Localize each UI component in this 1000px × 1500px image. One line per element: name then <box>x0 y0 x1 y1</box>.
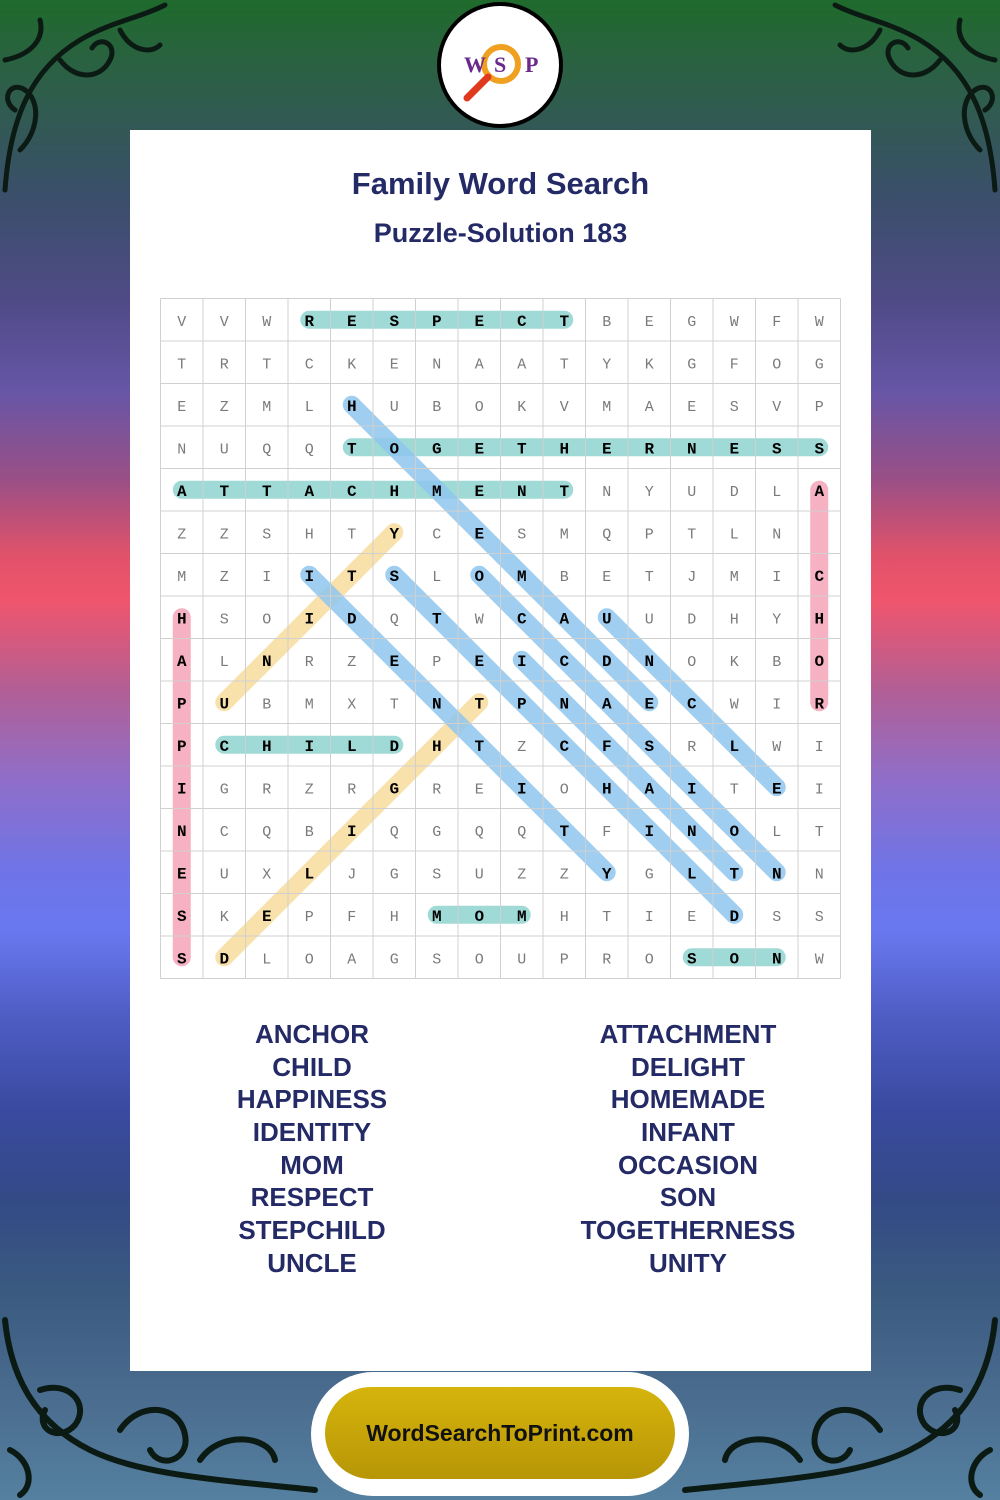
grid-letter: V <box>219 313 229 331</box>
grid-letter: B <box>262 696 272 714</box>
grid-letter: K <box>644 356 654 374</box>
grid-letter: V <box>559 398 569 416</box>
grid-letter: E <box>474 652 485 671</box>
grid-letter: B <box>772 653 782 671</box>
grid-letter: T <box>346 567 357 586</box>
grid-letter: M <box>602 398 612 416</box>
grid-letter: H <box>389 482 400 501</box>
grid-letter: C <box>559 652 570 671</box>
grid-letter: N <box>559 695 570 714</box>
grid-letter: Y <box>601 865 612 884</box>
grid-letter: A <box>176 482 187 501</box>
grid-letter: S <box>814 908 824 926</box>
grid-letter: U <box>687 483 697 501</box>
grid-letter: S <box>729 398 739 416</box>
grid-letter: N <box>177 441 187 459</box>
grid-letter: E <box>177 398 187 416</box>
grid-letter: M <box>729 568 739 586</box>
grid-letter: C <box>559 737 570 756</box>
grid-letter: Q <box>262 823 272 841</box>
grid-letter: R <box>644 440 655 459</box>
word-list-item: HOMEMADE <box>610 1084 766 1115</box>
grid-letter: T <box>346 440 357 459</box>
grid-letter: Z <box>177 526 187 544</box>
grid-letter: S <box>814 440 825 459</box>
grid-letter: G <box>687 356 697 374</box>
grid-letter: I <box>176 780 187 799</box>
grid-letter: Z <box>347 653 357 671</box>
grid-letter: W <box>814 951 824 969</box>
grid-letter: A <box>644 780 655 799</box>
grid-letter: H <box>814 610 825 629</box>
grid-letter: M <box>431 482 442 501</box>
grid-letter: P <box>516 695 527 714</box>
grid-letter: A <box>304 482 315 501</box>
grid-letter: N <box>431 695 442 714</box>
grid-letter: J <box>687 568 697 586</box>
logo-letter-w: W <box>464 52 486 77</box>
grid-letter: M <box>262 398 272 416</box>
grid-letter: L <box>304 865 315 884</box>
grid-letter: A <box>559 610 570 629</box>
grid-letter: E <box>474 525 485 544</box>
grid-letter: I <box>772 696 782 714</box>
grid-letter: O <box>687 653 697 671</box>
grid-letter: T <box>431 610 442 629</box>
grid-letter: P <box>432 653 442 671</box>
logo-letter-p: P <box>525 52 539 77</box>
word-list-item: IDENTITY <box>252 1117 372 1148</box>
grid-letter: Q <box>474 823 484 841</box>
grid-letter: N <box>644 652 655 671</box>
grid-letter: H <box>389 908 399 926</box>
grid-letter: T <box>644 568 654 586</box>
word-list-item: TOGETHERNESS <box>580 1215 796 1246</box>
word-list-item: INFANT <box>641 1117 735 1148</box>
grid-letter: Z <box>219 526 229 544</box>
grid-letter: C <box>219 823 229 841</box>
grid-letter: A <box>814 482 825 501</box>
grid-letter: A <box>517 356 527 374</box>
grid-letter: D <box>687 611 697 629</box>
grid-letter: P <box>644 526 654 544</box>
logo-letter-s: S <box>494 52 507 77</box>
grid-letter: L <box>262 951 272 969</box>
grid-letter: M <box>516 907 527 926</box>
grid-letter: I <box>262 568 272 586</box>
grid-letter: G <box>432 823 442 841</box>
grid-letter: P <box>559 951 569 969</box>
grid-letter: H <box>346 397 357 416</box>
grid-letter: T <box>559 356 569 374</box>
grid-letter: S <box>772 908 782 926</box>
grid-letter: I <box>304 567 315 586</box>
grid-letter: O <box>474 951 484 969</box>
grid-letter: L <box>432 568 442 586</box>
grid-letter: C <box>686 695 697 714</box>
grid-letter: G <box>644 866 654 884</box>
grid-letter: L <box>729 526 739 544</box>
grid-letter: M <box>516 567 527 586</box>
grid-letter: O <box>729 950 740 969</box>
grid-letter: R <box>219 356 229 374</box>
grid-letter: Z <box>219 568 229 586</box>
grid-letter: V <box>772 398 782 416</box>
grid-letter: E <box>687 398 697 416</box>
grid-letter: M <box>559 526 569 544</box>
grid-letter: N <box>772 526 782 544</box>
grid-letter: D <box>219 950 230 969</box>
grid-letter: F <box>602 823 612 841</box>
grid-letter: Q <box>262 441 272 459</box>
grid-letter: S <box>176 950 187 969</box>
grid-letter: T <box>219 482 230 501</box>
grid-letter: T <box>261 482 272 501</box>
grid-letter: I <box>686 780 697 799</box>
grid-letter: B <box>432 398 442 416</box>
grid-letter: H <box>729 611 739 629</box>
grid-letter: T <box>347 526 357 544</box>
grid-letter: T <box>474 695 485 714</box>
grid-letter: F <box>347 908 357 926</box>
grid-letter: K <box>729 653 739 671</box>
grid-letter: U <box>219 866 229 884</box>
grid-letter: T <box>602 908 612 926</box>
grid-letter: O <box>814 652 825 671</box>
grid-letter: K <box>347 356 357 374</box>
grid-letter: N <box>686 822 697 841</box>
grid-letter: I <box>304 610 315 629</box>
magnifier-icon <box>441 6 559 124</box>
grid-letter: C <box>219 737 230 756</box>
grid-letter: T <box>729 781 739 799</box>
grid-letter: R <box>432 781 442 799</box>
grid-letter: S <box>219 611 229 629</box>
grid-letter: P <box>176 695 187 714</box>
grid-letter: T <box>389 696 399 714</box>
grid-letter: E <box>474 312 485 331</box>
word-list-item: RESPECT <box>250 1182 374 1213</box>
grid-letter: P <box>304 908 314 926</box>
word-list-left <box>122 1018 502 1280</box>
grid-letter: H <box>261 737 272 756</box>
grid-letter: Z <box>517 738 527 756</box>
grid-letter: S <box>686 950 697 969</box>
grid-letter: A <box>644 398 654 416</box>
grid-letter: W <box>262 313 272 331</box>
grid-letter: R <box>304 653 314 671</box>
grid-letter: A <box>474 356 484 374</box>
grid-letter: T <box>262 356 272 374</box>
grid-letter: T <box>516 440 527 459</box>
grid-letter: P <box>431 312 442 331</box>
grid-letter: D <box>601 652 612 671</box>
grid-letter: G <box>389 866 399 884</box>
grid-letter: U <box>517 951 527 969</box>
grid-letter: U <box>219 441 229 459</box>
grid-letter: Y <box>644 483 654 501</box>
word-list-item: OCCASION <box>617 1149 759 1180</box>
word-list-item: UNITY <box>649 1247 727 1278</box>
grid-letter: D <box>729 483 739 501</box>
grid-letter: G <box>219 781 229 799</box>
grid-letter: H <box>304 526 314 544</box>
word-list-item: STEPCHILD <box>238 1215 386 1246</box>
grid-letter: S <box>644 737 655 756</box>
grid-letter: Q <box>602 526 612 544</box>
word-list-item: MOM <box>280 1149 344 1180</box>
grid-letter: I <box>644 908 654 926</box>
grid-letter: G <box>687 313 697 331</box>
grid-letter: S <box>389 567 400 586</box>
grid-letter: I <box>516 652 527 671</box>
grid-letter: E <box>602 568 612 586</box>
grid-letter: R <box>687 738 697 756</box>
grid-letter: M <box>431 907 442 926</box>
grid-letter: Q <box>389 611 399 629</box>
grid-letter: M <box>304 696 314 714</box>
grid-letter: M <box>177 568 187 586</box>
grid-letter: L <box>729 737 740 756</box>
grid-letter: S <box>432 951 442 969</box>
grid-letter: X <box>347 696 357 714</box>
word-list-item: CHILD <box>272 1051 352 1082</box>
word-list-item: ATTACHMENT <box>599 1019 777 1049</box>
grid-letter: T <box>559 822 570 841</box>
grid-letter: W <box>729 696 739 714</box>
grid-letter: B <box>602 313 612 331</box>
grid-letter: Y <box>389 525 400 544</box>
grid-letter: I <box>644 822 655 841</box>
grid-letter: L <box>346 737 357 756</box>
grid-letter: E <box>389 356 399 374</box>
grid-letter: C <box>516 610 527 629</box>
grid-letter: H <box>559 440 570 459</box>
grid-letter: S <box>176 907 187 926</box>
grid-letter: Z <box>559 866 569 884</box>
grid-letter: X <box>262 866 272 884</box>
grid-letter: U <box>389 398 399 416</box>
grid-letter: P <box>814 398 824 416</box>
grid-letter: I <box>814 738 824 756</box>
grid-letter: K <box>219 908 229 926</box>
grid-letter: O <box>474 907 485 926</box>
grid-letter: T <box>729 865 740 884</box>
grid-letter: E <box>474 781 484 799</box>
grid-letter: H <box>176 610 187 629</box>
grid-letter: T <box>559 482 570 501</box>
grid-letter: K <box>517 398 527 416</box>
grid-letter: N <box>686 440 697 459</box>
grid-letter: O <box>262 611 272 629</box>
grid-letter: L <box>772 823 782 841</box>
site-logo[interactable] <box>437 2 563 128</box>
word-list-item: SON <box>659 1182 717 1213</box>
grid-letter: R <box>602 951 612 969</box>
grid-letter: N <box>176 822 187 841</box>
grid-letter: T <box>687 526 697 544</box>
grid-letter: H <box>601 780 612 799</box>
grid-letter: E <box>261 907 272 926</box>
grid-letter: D <box>389 737 400 756</box>
grid-letter: Q <box>389 823 399 841</box>
grid-letter: S <box>517 526 527 544</box>
grid-letter: C <box>516 312 527 331</box>
grid-letter: C <box>304 356 314 374</box>
grid-letter: I <box>772 568 782 586</box>
grid-letter: F <box>772 313 782 331</box>
grid-letter: R <box>814 695 825 714</box>
grid-letter: U <box>219 695 230 714</box>
website-link-button[interactable]: WordSearchToPrint.com <box>325 1387 675 1479</box>
word-search-grid <box>160 298 841 979</box>
grid-letter: V <box>177 313 187 331</box>
grid-letter: E <box>176 865 187 884</box>
grid-letter: N <box>432 356 442 374</box>
grid-letter: T <box>559 312 570 331</box>
grid-letter: N <box>771 865 782 884</box>
grid-letter: A <box>601 695 612 714</box>
grid-letter: Q <box>517 823 527 841</box>
grid-letter: J <box>347 866 357 884</box>
grid-letter: H <box>431 737 442 756</box>
grid-letter: Z <box>517 866 527 884</box>
grid-letter: C <box>346 482 357 501</box>
word-list-item: ANCHOR <box>254 1019 370 1049</box>
grid-letter: E <box>389 652 400 671</box>
grid-letter: T <box>177 356 187 374</box>
puzzle-subtitle: Puzzle-Solution 183 <box>373 218 628 248</box>
grid-letter: O <box>474 567 485 586</box>
grid-letter: O <box>474 398 484 416</box>
grid-letter: E <box>644 695 655 714</box>
grid-letter: I <box>516 780 527 799</box>
grid-letter: Y <box>772 611 782 629</box>
grid-letter: O <box>729 822 740 841</box>
grid-letter: O <box>389 440 400 459</box>
grid-letter: A <box>347 951 357 969</box>
grid-letter: C <box>814 567 825 586</box>
grid-letter: E <box>601 440 612 459</box>
word-list-item: UNCLE <box>267 1247 357 1278</box>
grid-letter: R <box>262 781 272 799</box>
grid-letter: L <box>304 398 314 416</box>
grid-letter: D <box>729 907 740 926</box>
grid-letter: N <box>771 950 782 969</box>
grid-letter: E <box>346 312 357 331</box>
grid-letter: C <box>432 526 442 544</box>
grid-letter: N <box>602 483 612 501</box>
grid-letter: H <box>559 908 569 926</box>
grid-letter: O <box>772 356 782 374</box>
grid-letter: Y <box>602 356 612 374</box>
grid-letter: E <box>729 440 740 459</box>
grid-letter: R <box>304 312 315 331</box>
grid-letter: F <box>601 737 612 756</box>
word-list-right <box>498 1018 878 1280</box>
grid-letter: O <box>644 951 654 969</box>
grid-letter: U <box>644 611 654 629</box>
grid-letter: W <box>814 313 824 331</box>
grid-letter: G <box>389 951 399 969</box>
grid-letter: W <box>474 611 484 629</box>
grid-letter: E <box>474 482 485 501</box>
grid-letter: S <box>389 312 400 331</box>
grid-letter: O <box>304 951 314 969</box>
grid-letter: E <box>771 780 782 799</box>
grid-letter: P <box>176 737 187 756</box>
grid-letter: L <box>686 865 697 884</box>
grid-letter: S <box>262 526 272 544</box>
grid-letter: O <box>559 781 569 799</box>
grid-letter: L <box>772 483 782 501</box>
grid-letter: Z <box>304 781 314 799</box>
grid-letter: I <box>346 822 357 841</box>
grid-letter: F <box>729 356 739 374</box>
grid-letter: T <box>474 737 485 756</box>
grid-letter: I <box>814 781 824 799</box>
grid-letter: N <box>516 482 527 501</box>
grid-letter: D <box>346 610 357 629</box>
grid-letter: Z <box>219 398 229 416</box>
grid-letter: L <box>219 653 229 671</box>
grid-letter: T <box>814 823 824 841</box>
grid-letter: A <box>176 652 187 671</box>
grid-letter: U <box>601 610 612 629</box>
grid-letter: U <box>474 866 484 884</box>
grid-letter: G <box>431 440 442 459</box>
page-title: Family Word Search <box>351 166 650 201</box>
grid-letter: Q <box>304 441 314 459</box>
grid-letter: S <box>432 866 442 884</box>
word-list-item: HAPPINESS <box>236 1084 388 1115</box>
word-list-item: DELIGHT <box>630 1051 746 1082</box>
grid-letter: R <box>347 781 357 799</box>
grid-letter: W <box>729 313 739 331</box>
grid-letter: E <box>687 908 697 926</box>
grid-letter: B <box>304 823 314 841</box>
grid-letter: E <box>644 313 654 331</box>
grid-letter: G <box>814 356 824 374</box>
grid-letter: W <box>772 738 782 756</box>
grid-letter: N <box>814 866 824 884</box>
grid-letter: B <box>559 568 569 586</box>
grid-letter: E <box>474 440 485 459</box>
grid-letter: G <box>389 780 400 799</box>
grid-letter: S <box>771 440 782 459</box>
grid-letter: I <box>304 737 315 756</box>
grid-letter: N <box>261 652 272 671</box>
